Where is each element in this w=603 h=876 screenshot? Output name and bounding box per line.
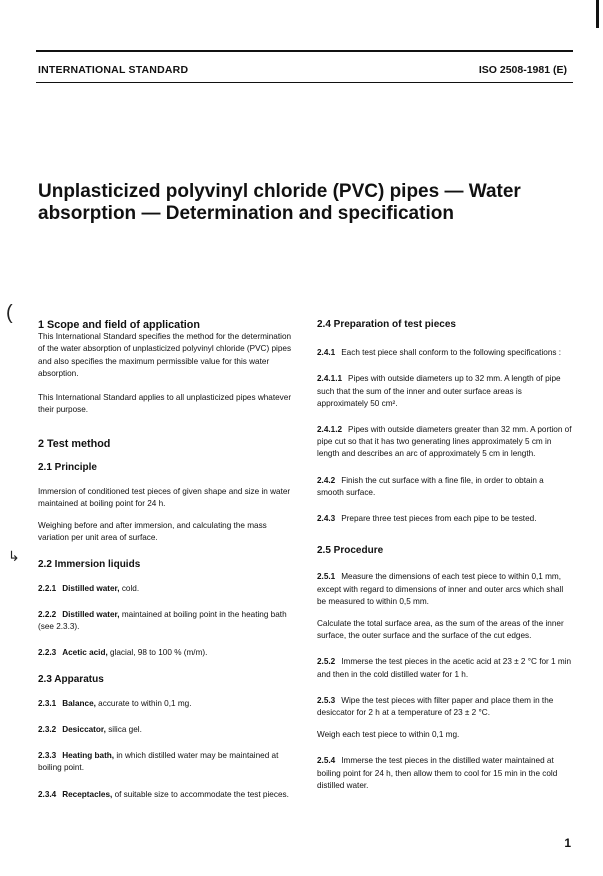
clause-number: 2.2.2 (38, 610, 57, 620)
clause-2-5-3 (317, 695, 572, 719)
page-edge-mark (596, 0, 599, 28)
clause-number: 2.5.1 (317, 572, 336, 582)
clause-2-5-4 (317, 755, 572, 792)
clause-number: 2.4.3 (317, 514, 336, 524)
clause-text: accurate to within 0,1 mg. (95, 698, 192, 708)
clause-label: Distilled water, (62, 583, 120, 593)
section-2-1-heading: 2.1 Principle (38, 461, 97, 473)
clause-number: 2.2.3 (38, 648, 57, 658)
clause-number: 2.3.4 (38, 789, 57, 799)
clause-text: cold. (119, 583, 140, 593)
clause-text: Pipes with outside diameters greater than 32 mm. A portion of pipe cut so that it has two generating lines approximately 5 cm in length and describes an arc of approximately 5 cm in length. (317, 425, 572, 459)
clause-text: Immerse the test pieces in the distilled water maintained at boiling point for 24 h, then allow them to cool for 15 min in the cold distilled water. (317, 756, 558, 790)
clause-text: maintained at boiling point in the heating bath (see 2.3.3). (38, 610, 287, 632)
clause-text: Each test piece shall conform to the following specifications : (341, 348, 562, 358)
header-rule (36, 82, 573, 83)
section-1-paragraph-2: This International Standard applies to all unplasticized pipes whatever their purpose. (38, 393, 292, 415)
header-standard-label: INTERNATIONAL STANDARD (38, 64, 189, 76)
clause-number: 2.5.3 (317, 695, 336, 705)
clause-2-4-1-2 (317, 424, 572, 461)
clause-2-4-1 (317, 347, 572, 359)
page-number: 1 (564, 836, 571, 850)
clause-number: 2.3.2 (38, 725, 57, 735)
clause-number: 2.5.4 (317, 756, 336, 766)
section-2-1-paragraph-2: Weighing before and after immersion, and calculating the mass variation per unit area of surface. (38, 521, 267, 543)
clause-2-5-3-paragraph-2: Weigh each test piece to within 0,1 mg. (317, 730, 460, 740)
clause-number: 2.4.1.2 (317, 425, 343, 435)
clause-number: 2.5.2 (317, 657, 336, 667)
section-2-5-heading: 2.5 Procedure (317, 545, 384, 557)
clause-label: Balance, (62, 698, 96, 708)
section-2-1-paragraph-1: Immersion of conditioned test pieces of given shape and size in water maintained at boiling point for 24 h. (38, 486, 291, 509)
clause-label: Desiccator, (62, 725, 106, 735)
clause-2-2-2 (38, 609, 293, 633)
section-1-heading: 1 Scope and field of application (38, 319, 200, 331)
clause-number: 2.4.1 (317, 348, 336, 358)
clause-text: Finish the cut surface with a fine file, in order to obtain a smooth surface. (317, 475, 544, 497)
clause-text: in which distilled water may be maintained at boiling point. (38, 751, 279, 773)
section-2-3-heading: 2.3 Apparatus (38, 673, 104, 685)
clause-2-5-1-paragraph-2: Calculate the total surface area, as the sum of the areas of the inner surface, the outer surface and the surface of the cut edges. (317, 619, 564, 641)
clause-2-5-2 (317, 656, 572, 680)
clause-label: Acetic acid, (62, 648, 108, 658)
header-document-id: ISO 2508-1981 (E) (478, 64, 567, 76)
clause-text: glacial, 98 to 100 % (m/m). (107, 648, 208, 658)
clause-number: 2.2.1 (38, 583, 57, 593)
clause-number: 2.3.3 (38, 751, 57, 761)
right-column (317, 319, 572, 792)
clause-2-3-3 (38, 750, 293, 774)
clause-2-2-1 (38, 583, 293, 595)
clause-number: 2.4.2 (317, 475, 336, 485)
clause-2-4-1-1 (317, 373, 572, 410)
margin-tick-mark: ↳ (8, 548, 20, 564)
clause-label: Distilled water, (62, 610, 120, 620)
clause-2-4-2 (317, 475, 572, 499)
section-2-heading: 2 Test method (38, 438, 111, 451)
clause-2-3-4 (38, 789, 293, 801)
clause-text: of suitable size to accommodate the test pieces. (112, 789, 289, 799)
clause-text: Pipes with outside diameters up to 32 mm. A length of pipe such that the sum of the inner and outer surface areas is approximately 50 cm². (317, 374, 561, 408)
clause-text: Wipe the test pieces with filter paper and place them in the desiccator for 2 h at a temperature of 23 ± 2 °C. (317, 695, 554, 718)
clause-2-3-1 (38, 698, 293, 710)
section-2-4-heading: 2.4 Preparation of test pieces (317, 319, 456, 330)
clause-text: Immerse the test pieces in the acetic acid at 23 ± 2 °C for 1 min and then in the cold distilled water for 1 h. (317, 657, 572, 679)
clause-number: 2.3.1 (38, 698, 57, 708)
clause-label: Heating bath, (62, 751, 115, 761)
clause-text: silica gel. (105, 725, 142, 735)
section-1-paragraph-1: This International Standard specifies the method for the determination of the water absorption of unplasticized polyvinyl chloride (PVC) pipes and also specifies the maximum permissible value for this water absorption. (38, 332, 292, 378)
clause-text: Prepare three test pieces from each pipe to be tested. (341, 514, 537, 524)
left-column (38, 319, 293, 801)
clause-2-5-1 (317, 571, 572, 608)
clause-number: 2.4.1.1 (317, 374, 343, 384)
clause-2-2-3 (38, 647, 293, 659)
margin-bracket-mark: ( (6, 302, 13, 324)
clause-2-3-2 (38, 724, 293, 736)
clause-label: Receptacles, (62, 789, 113, 799)
clause-text: Measure the dimensions of each test piece to within 0,1 mm, except with regard to dimensions of inner and outer arcs which shall be measured to within 0,5 mm. (317, 572, 564, 606)
clause-2-4-3 (317, 513, 572, 525)
section-2-2-heading: 2.2 Immersion liquids (38, 558, 141, 570)
top-rule (36, 50, 573, 52)
document-title: Unplasticized polyvinyl chloride (PVC) pipes — Water absorption — Determination and specification (38, 181, 521, 224)
